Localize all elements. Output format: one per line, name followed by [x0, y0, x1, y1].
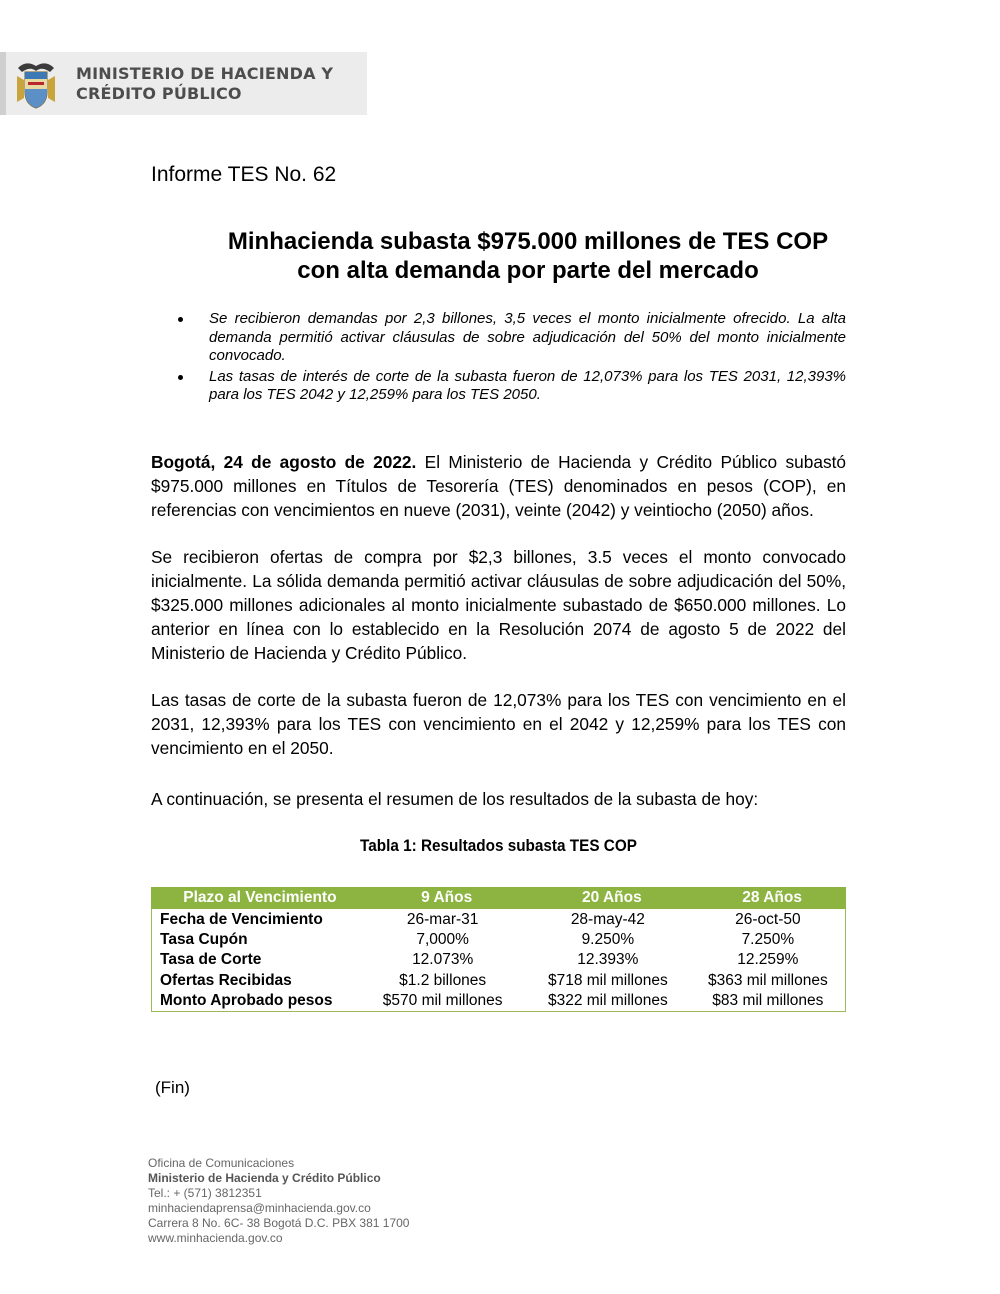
- table-cell: $570 mil millones: [360, 991, 525, 1012]
- footer-email[interactable]: minhaciendaprensa@minhacienda.gov.co: [148, 1201, 371, 1215]
- ministry-name-line2: CRÉDITO PÚBLICO: [76, 84, 242, 103]
- table-cell: 28-may-42: [525, 909, 691, 930]
- results-table: [151, 887, 846, 1012]
- column-header: 28 Años: [691, 888, 846, 909]
- table-cell: 7,000%: [416, 930, 469, 948]
- table-cell: 12.393%: [577, 951, 639, 969]
- row-label: Ofertas Recibidas: [152, 971, 361, 991]
- table-cell: $83 mil millones: [691, 991, 846, 1012]
- ministry-name-line1: MINISTERIO DE HACIENDA Y: [76, 64, 334, 83]
- table-cell: 9.250%: [581, 930, 635, 948]
- table-title: Tabla 1: Resultados subasta TES COP: [360, 836, 637, 855]
- dateline: Bogotá, 24 de agosto de 2022.: [151, 452, 417, 472]
- column-header: 9 Años: [360, 888, 525, 909]
- table-row: [152, 909, 846, 930]
- table-row: [152, 991, 846, 1012]
- row-label: Tasa de Corte: [152, 950, 361, 970]
- summary-bullet: [176, 310, 846, 366]
- paragraph-1: [151, 450, 846, 522]
- paragraph-1-body: El Ministerio de Hacienda y Crédito Público subastó $975.000 millones en Títulos de Tesorería (TES) denominados en pesos (COP), en referencias con vencimientos en nueve (2031), veinte (2042) y veintiocho (2050) años.: [151, 452, 846, 520]
- bullet-text: Las tasas de interés de corte de la subasta fueron de 12,073% para los TES 2031, 12,393% para los TES 2042 y 12,259% para los TES 2050.: [209, 367, 846, 403]
- contact-footer: [148, 1156, 548, 1246]
- ministry-name: [76, 64, 366, 104]
- bullet-text: Se recibieron demandas por 2,3 billones, 3,5 veces el monto inicialmente ofrecido. La alta demanda permitió activar cláusulas de sobre adjudicación del 50% del monto inicialmente convocado.: [209, 310, 846, 364]
- summary-bullets: [176, 310, 846, 407]
- footer-address: Carrera 8 No. 6C- 38 Bogotá D.C. PBX 381 1700: [148, 1216, 410, 1230]
- headline: Minhacienda subasta $975.000 millones de TES COP con alta demanda por parte del mercado: [227, 228, 829, 284]
- bullet-dot-icon: [178, 375, 183, 380]
- table-cell: $322 mil millones: [525, 991, 691, 1012]
- paragraph-4: A continuación, se presenta el resumen de los resultados de la subasta de hoy:: [151, 789, 759, 809]
- footer-office: Oficina de Comunicaciones: [148, 1156, 295, 1170]
- table-row: [152, 930, 846, 950]
- table-cell: 12.073%: [412, 951, 474, 969]
- paragraph-3: Las tasas de corte de la subasta fueron de 12,073% para los TES con vencimiento en el 2031, 12,393% para los TES con vencimiento en el 2042 y 12,259% para los TES con vencimiento en el 2050.: [151, 690, 846, 758]
- ministry-header: [0, 52, 367, 115]
- table-cell: 26-oct-50: [691, 909, 846, 930]
- table-row: [152, 971, 846, 991]
- column-header: 20 Años: [525, 888, 691, 909]
- table-header-row: [152, 888, 846, 909]
- row-label: Tasa Cupón: [152, 930, 361, 950]
- paragraph-2: Se recibieron ofertas de compra por $2,3 billones, 3.5 veces el monto convocado inicialmente. La sólida demanda permitió activar cláusulas de sobre adjudicación del 50%, $325.000 millones adicionales al monto inicialmente subastado de $650.000 millones. Lo anterior en línea con lo establecido en la Resolución 2074 de agosto 5 de 2022 del Ministerio de Hacienda y Crédito Público.: [151, 547, 846, 663]
- summary-bullet: [176, 368, 846, 405]
- table-cell: $363 mil millones: [691, 971, 846, 991]
- bullet-dot-icon: [178, 317, 183, 322]
- table-cell: $1.2 billones: [399, 971, 487, 989]
- coat-of-arms-icon: [14, 58, 58, 110]
- report-number: Informe TES No. 62: [151, 163, 337, 186]
- table-cell: $718 mil millones: [547, 971, 668, 989]
- row-label: Fecha de Vencimiento: [152, 909, 361, 930]
- footer-website[interactable]: www.minhacienda.gov.co: [148, 1231, 283, 1245]
- closing-mark: (Fin): [155, 1078, 190, 1097]
- table-cell: 7.250%: [691, 930, 846, 950]
- table-row: [152, 950, 846, 970]
- footer-ministry: Ministerio de Hacienda y Crédito Público: [148, 1171, 381, 1185]
- table-cell: 12.259%: [691, 950, 846, 970]
- table-cell: 26-mar-31: [360, 909, 525, 930]
- footer-phone: Tel.: + (571) 3812351: [148, 1186, 262, 1200]
- column-header: Plazo al Vencimiento: [152, 888, 361, 909]
- row-label: Monto Aprobado pesos: [152, 991, 361, 1012]
